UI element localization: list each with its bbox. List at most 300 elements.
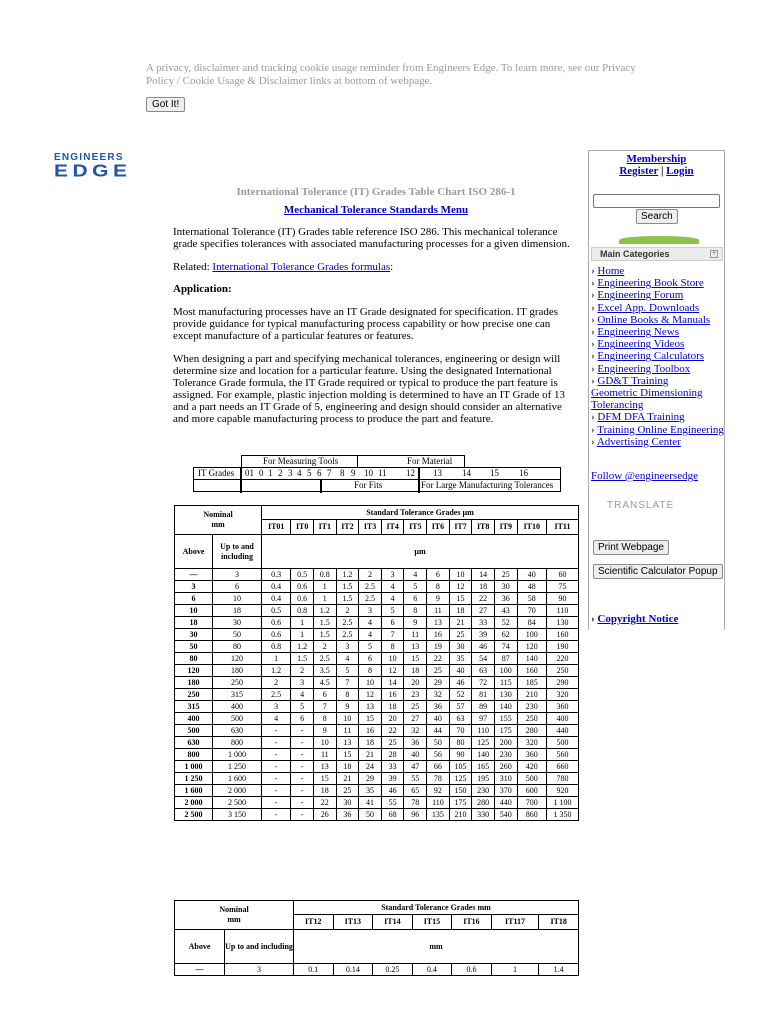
value-cell: 90 (546, 593, 578, 605)
upto-cell: 800 (213, 737, 262, 749)
value-cell: 4 (404, 569, 427, 581)
value-cell: 75 (546, 581, 578, 593)
cookie-message: A privacy, disclaimer and tracking cookie usage reminder from Engineers Edge. To learn more, see our Privacy Policy / Cookie Usage & Disclaimer links at bottom of webpage. (146, 62, 636, 87)
value-cell: 4 (262, 713, 291, 725)
value-cell: 250 (546, 665, 578, 677)
value-cell: 55 (404, 773, 427, 785)
sidebar-link[interactable]: Engineering Book Store (597, 277, 704, 290)
value-cell: 200 (494, 737, 517, 749)
intro-paragraph: International Tolerance (IT) Grades table reference ISO 286. This mechanical tolerance grade specifies tolerances with associated manufacturing processes for a given dimension. (173, 226, 570, 250)
sidebar-item[interactable] (591, 363, 725, 375)
value-cell: 10 (313, 737, 336, 749)
value-cell: 19 (427, 641, 450, 653)
expand-icon[interactable]: + (711, 250, 717, 257)
value-cell: 15 (404, 653, 427, 665)
value-cell: - (291, 737, 314, 749)
grade-header: IT0 (291, 520, 314, 535)
value-cell: 10 (359, 677, 382, 689)
value-cell: - (262, 797, 291, 809)
value-cell: 13 (336, 737, 359, 749)
value-cell: 20 (381, 713, 404, 725)
grade-header: IT2 (336, 520, 359, 535)
value-cell: 4 (359, 617, 382, 629)
value-cell: 72 (472, 677, 495, 689)
value-cell: 2 (313, 641, 336, 653)
value-cell: 52 (494, 617, 517, 629)
sidebar-link[interactable]: Engineering News (597, 326, 679, 339)
nominal-header (175, 901, 294, 930)
tolerance-table-mm (174, 900, 579, 976)
value-cell: 16 (359, 725, 382, 737)
value-cell: 46 (381, 785, 404, 797)
value-cell: 1.5 (291, 653, 314, 665)
nominal-label: Nominal (219, 905, 249, 914)
value-cell: - (291, 761, 314, 773)
value-cell: 15 (449, 593, 472, 605)
value-cell: 5 (336, 665, 359, 677)
grade-number: 9 (351, 468, 356, 478)
value-cell: 110 (546, 605, 578, 617)
upto-cell: 630 (213, 725, 262, 737)
sidebar-link[interactable]: Engineering Calculators (597, 350, 705, 363)
value-cell: 66 (427, 761, 450, 773)
value-cell: 84 (517, 617, 546, 629)
grade-number: 14 (462, 468, 471, 478)
above-cell: 50 (175, 641, 213, 653)
table-row (175, 785, 579, 797)
value-cell: 18 (313, 785, 336, 797)
value-cell: 780 (546, 773, 578, 785)
value-cell: 25 (427, 665, 450, 677)
value-cell: 0.6 (262, 629, 291, 641)
above-cell: 3 (175, 581, 213, 593)
value-cell: 0.5 (291, 569, 314, 581)
value-cell: 130 (546, 617, 578, 629)
grade-number: 5 (307, 468, 312, 478)
value-cell: 5 (381, 605, 404, 617)
upto-cell: 500 (213, 713, 262, 725)
value-cell: 78 (404, 797, 427, 809)
upto-cell: 50 (213, 629, 262, 641)
sidebar-item[interactable] (591, 424, 725, 436)
sidebar-item[interactable] (591, 350, 725, 362)
above-cell: 1 600 (175, 785, 213, 797)
value-cell: 0.1 (294, 964, 334, 976)
value-cell: 11 (404, 629, 427, 641)
value-cell: 81 (472, 689, 495, 701)
value-cell: 0.4 (412, 964, 452, 976)
it-grades-label: IT Grades (198, 468, 235, 478)
value-cell: 8 (404, 605, 427, 617)
value-cell: 210 (517, 689, 546, 701)
value-cell: 155 (494, 713, 517, 725)
value-cell: 44 (427, 725, 450, 737)
grade-header: IT14 (373, 915, 413, 930)
login-link[interactable]: Login (666, 165, 694, 177)
value-cell: 78 (427, 773, 450, 785)
bullet-icon: › (591, 289, 595, 302)
grade-number: 2 (278, 468, 283, 478)
value-cell: 1 (313, 593, 336, 605)
value-cell: 12 (449, 581, 472, 593)
value-cell: 540 (494, 809, 517, 821)
value-cell: 1 (313, 581, 336, 593)
value-cell: 52 (449, 689, 472, 701)
value-cell: 3 (291, 677, 314, 689)
value-cell: 10 (449, 569, 472, 581)
value-cell: 24 (359, 761, 382, 773)
sidebar-link[interactable]: Training Online Engineering (597, 423, 724, 436)
above-cell: 630 (175, 737, 213, 749)
above-cell: 80 (175, 653, 213, 665)
value-cell: 36 (336, 809, 359, 821)
value-cell: 1.2 (262, 665, 291, 677)
value-cell: - (291, 809, 314, 821)
value-cell: 4 (336, 653, 359, 665)
bullet-icon: › (591, 338, 595, 351)
bullet-icon: › (591, 277, 595, 290)
value-cell: 3 (336, 641, 359, 653)
value-cell: 54 (472, 653, 495, 665)
membership-block (589, 151, 724, 177)
value-cell: 3.5 (313, 665, 336, 677)
sidebar-link[interactable]: Engineering Videos (597, 338, 685, 351)
upto-cell: 120 (213, 653, 262, 665)
value-cell: 36 (404, 737, 427, 749)
grade-header: IT1 (313, 520, 336, 535)
value-cell: 100 (517, 629, 546, 641)
sidebar-link[interactable]: Advertising Center (596, 435, 681, 448)
value-cell: - (291, 785, 314, 797)
value-cell: 4 (381, 593, 404, 605)
it-grades-formulas-link[interactable]: International Tolerance Grades formulas (212, 261, 391, 273)
value-cell: 6 (381, 617, 404, 629)
standard-grades-header: Standard Tolerance Grades mm (294, 901, 579, 915)
table-row (175, 749, 579, 761)
value-cell: 33 (472, 617, 495, 629)
table-row (175, 701, 579, 713)
upto-cell: 3 (225, 964, 294, 976)
measuring-tools-label: For Measuring Tools (263, 456, 339, 466)
search-input[interactable] (593, 194, 720, 208)
value-cell: 860 (517, 809, 546, 821)
value-cell: 97 (472, 713, 495, 725)
engineers-edge-logo[interactable] (54, 153, 152, 181)
value-cell: 87 (494, 653, 517, 665)
value-cell: 9 (313, 725, 336, 737)
page-title: International Tolerance (IT) Grades Table Chart ISO 286-1 (236, 186, 516, 198)
value-cell: 35 (449, 653, 472, 665)
value-cell: 22 (472, 593, 495, 605)
chart-divider (240, 467, 242, 493)
value-cell: 8 (359, 665, 382, 677)
value-cell: 55 (381, 797, 404, 809)
chart-divider (320, 479, 322, 493)
above-cell: 120 (175, 665, 213, 677)
value-cell: 36 (427, 701, 450, 713)
sidebar-link[interactable]: Excel App. Downloads (597, 301, 700, 314)
value-cell: 56 (427, 749, 450, 761)
bullet-icon: › (591, 265, 595, 277)
value-cell: 23 (404, 689, 427, 701)
value-cell: 125 (449, 773, 472, 785)
value-cell: 3 (381, 569, 404, 581)
above-header: Above (175, 930, 225, 964)
value-cell: 29 (359, 773, 382, 785)
value-cell: 12 (359, 689, 382, 701)
value-cell: 22 (381, 725, 404, 737)
value-cell: 25 (449, 629, 472, 641)
value-cell: 6 (404, 593, 427, 605)
value-cell: 400 (546, 713, 578, 725)
value-cell: 63 (472, 665, 495, 677)
value-cell: 110 (472, 725, 495, 737)
value-cell: 13 (359, 701, 382, 713)
upto-cell: 2 500 (213, 797, 262, 809)
value-cell: - (262, 785, 291, 797)
value-cell: 39 (472, 629, 495, 641)
value-cell: 62 (494, 629, 517, 641)
value-cell: 1 350 (546, 809, 578, 821)
value-cell: 1.5 (313, 629, 336, 641)
value-cell: 0.6 (452, 964, 492, 976)
sidebar-item[interactable] (591, 314, 725, 326)
value-cell: 40 (404, 749, 427, 761)
value-cell: 3 (262, 701, 291, 713)
fits-label: For Fits (354, 480, 383, 490)
value-cell: 18 (472, 581, 495, 593)
main-categories-header (591, 247, 723, 261)
register-link[interactable]: Register (619, 165, 659, 177)
value-cell: 32 (404, 725, 427, 737)
value-cell: - (262, 737, 291, 749)
value-cell: 57 (449, 701, 472, 713)
value-cell: 6 (313, 689, 336, 701)
main-categories-label: Main Categories (600, 249, 670, 259)
sidebar-link[interactable]: GD&T Training (597, 374, 669, 387)
grade-header: IT5 (404, 520, 427, 535)
value-cell: 500 (517, 773, 546, 785)
nominal-header (175, 506, 262, 535)
value-cell: 36 (494, 593, 517, 605)
value-cell: 105 (449, 761, 472, 773)
above-cell: 180 (175, 677, 213, 689)
standard-grades-header: Standard Tolerance Grades µm (262, 506, 579, 520)
sidebar-item[interactable] (591, 338, 725, 350)
follow-twitter-link[interactable]: Follow @engineersedge (591, 470, 698, 482)
value-cell: 440 (546, 725, 578, 737)
value-cell: 4 (381, 581, 404, 593)
nominal-label: Nominal (203, 510, 233, 519)
material-label: For Material (407, 456, 453, 466)
upto-cell: 1 250 (213, 761, 262, 773)
value-cell: 1.2 (336, 569, 359, 581)
sidebar-link[interactable]: DFM DFA Training (597, 411, 685, 424)
got-it-button[interactable]: Got It! (146, 97, 185, 112)
upto-cell: 1 000 (213, 749, 262, 761)
table-row (175, 713, 579, 725)
above-cell: 18 (175, 617, 213, 629)
value-cell: 25 (404, 701, 427, 713)
value-cell: 11 (336, 725, 359, 737)
sidebar-item[interactable] (591, 375, 725, 387)
sidebar-item[interactable] (591, 277, 725, 289)
table-body (175, 964, 579, 976)
grade-header: IT10 (517, 520, 546, 535)
unit-header: mm (294, 930, 579, 964)
value-cell: 230 (472, 785, 495, 797)
sidebar-item[interactable] (591, 302, 725, 314)
value-cell: - (262, 773, 291, 785)
table-row (175, 797, 579, 809)
upto-cell: 3 150 (213, 809, 262, 821)
value-cell: 50 (427, 737, 450, 749)
value-cell: 260 (494, 761, 517, 773)
value-cell: 0.6 (291, 581, 314, 593)
grade-number: 6 (317, 468, 322, 478)
unit-header: µm (262, 535, 579, 569)
scientific-calculator-button[interactable]: Scientific Calculator Popup (593, 564, 723, 579)
table-row (175, 629, 579, 641)
value-cell: 1.5 (336, 581, 359, 593)
value-cell: 60 (546, 569, 578, 581)
print-webpage-button[interactable]: Print Webpage (593, 540, 669, 555)
translate-widget[interactable]: TRANSLATE (607, 500, 675, 511)
sidebar-item[interactable] (591, 387, 725, 411)
table-row (175, 761, 579, 773)
grade-number: 16 (519, 468, 528, 478)
value-cell: 9 (427, 593, 450, 605)
value-cell: 1 (291, 617, 314, 629)
tolerance-table-um (174, 505, 579, 821)
grade-header: IT3 (359, 520, 382, 535)
sidebar-item[interactable] (591, 411, 725, 423)
value-cell: 14 (381, 677, 404, 689)
table-row (175, 653, 579, 665)
value-cell: 1 (291, 629, 314, 641)
above-cell: 30 (175, 629, 213, 641)
value-cell: - (291, 725, 314, 737)
sidebar-item[interactable] (591, 265, 725, 277)
membership-link[interactable]: Membership (626, 153, 687, 165)
value-cell: 65 (404, 785, 427, 797)
search-button[interactable]: Search (636, 209, 678, 224)
bullet-icon: › (591, 374, 595, 387)
sidebar-link[interactable]: Geometric Dimensioning Tolerancing (591, 387, 703, 412)
value-cell: 160 (517, 665, 546, 677)
value-cell: 2 (291, 665, 314, 677)
sidebar-link[interactable]: Home (597, 265, 625, 277)
upto-cell: 18 (213, 605, 262, 617)
bullet-icon: › (591, 313, 595, 326)
value-cell: 40 (449, 665, 472, 677)
value-cell: 25 (381, 737, 404, 749)
value-cell: 280 (472, 797, 495, 809)
value-cell: 21 (449, 617, 472, 629)
value-cell: 2.5 (336, 617, 359, 629)
grade-header: IT9 (494, 520, 517, 535)
value-cell: 28 (381, 749, 404, 761)
value-cell: 40 (517, 569, 546, 581)
value-cell: 46 (449, 677, 472, 689)
related-label: Related: (173, 261, 213, 273)
value-cell: 47 (404, 761, 427, 773)
grade-number: 11 (378, 468, 387, 478)
sidebar-item[interactable] (591, 436, 725, 448)
value-cell: 33 (381, 761, 404, 773)
table-row (175, 725, 579, 737)
table-row (175, 581, 579, 593)
value-cell: 0.5 (262, 605, 291, 617)
grade-header: IT11 (546, 520, 578, 535)
sidebar-item[interactable] (591, 326, 725, 338)
value-cell: 16 (381, 689, 404, 701)
sidebar-link[interactable]: Online Books & Manuals (597, 313, 711, 326)
value-cell: 25 (494, 569, 517, 581)
value-cell: 8 (336, 689, 359, 701)
grade-header: IT13 (333, 915, 373, 930)
copyright-link[interactable]: Copyright Notice (597, 613, 679, 625)
table-row (175, 964, 579, 976)
value-cell: 5 (404, 581, 427, 593)
upto-cell: 3 (213, 569, 262, 581)
value-cell: 1.4 (539, 964, 579, 976)
upto-cell: 6 (213, 581, 262, 593)
table-body (175, 569, 579, 821)
grade-header: IT4 (381, 520, 404, 535)
sidebar (588, 150, 725, 630)
above-cell: 500 (175, 725, 213, 737)
grade-number: 15 (490, 468, 499, 478)
nominal-unit: mm (211, 520, 225, 529)
value-cell: 0.14 (333, 964, 373, 976)
value-cell: 175 (494, 725, 517, 737)
value-cell: 0.8 (262, 641, 291, 653)
value-cell: 2.5 (359, 581, 382, 593)
value-cell: 175 (449, 797, 472, 809)
value-cell: 18 (336, 761, 359, 773)
value-cell: 30 (336, 797, 359, 809)
value-cell: 18 (404, 665, 427, 677)
value-cell: 20 (404, 677, 427, 689)
value-cell: 220 (546, 653, 578, 665)
value-cell: 120 (517, 641, 546, 653)
value-cell: 330 (472, 809, 495, 821)
value-cell: - (262, 725, 291, 737)
sidebar-item[interactable] (591, 289, 725, 301)
value-cell: 9 (336, 701, 359, 713)
value-cell: - (262, 809, 291, 821)
value-cell: 13 (313, 761, 336, 773)
sidebar-link[interactable]: Engineering Toolbox (597, 362, 691, 375)
bullet-icon: › (591, 613, 595, 625)
value-cell: 230 (517, 701, 546, 713)
grade-header: IT18 (539, 915, 579, 930)
sidebar-link[interactable]: Engineering Forum (597, 289, 684, 302)
above-cell: 6 (175, 593, 213, 605)
value-cell: 0.25 (373, 964, 413, 976)
upto-cell: 180 (213, 665, 262, 677)
value-cell: 0.6 (291, 593, 314, 605)
value-cell: 7 (336, 677, 359, 689)
value-cell: 10 (381, 653, 404, 665)
value-cell: - (291, 773, 314, 785)
value-cell: 135 (427, 809, 450, 821)
tolerance-menu-link[interactable]: Mechanical Tolerance Standards Menu (283, 204, 469, 216)
value-cell: 18 (449, 605, 472, 617)
value-cell: 21 (359, 749, 382, 761)
upto-cell: 400 (213, 701, 262, 713)
